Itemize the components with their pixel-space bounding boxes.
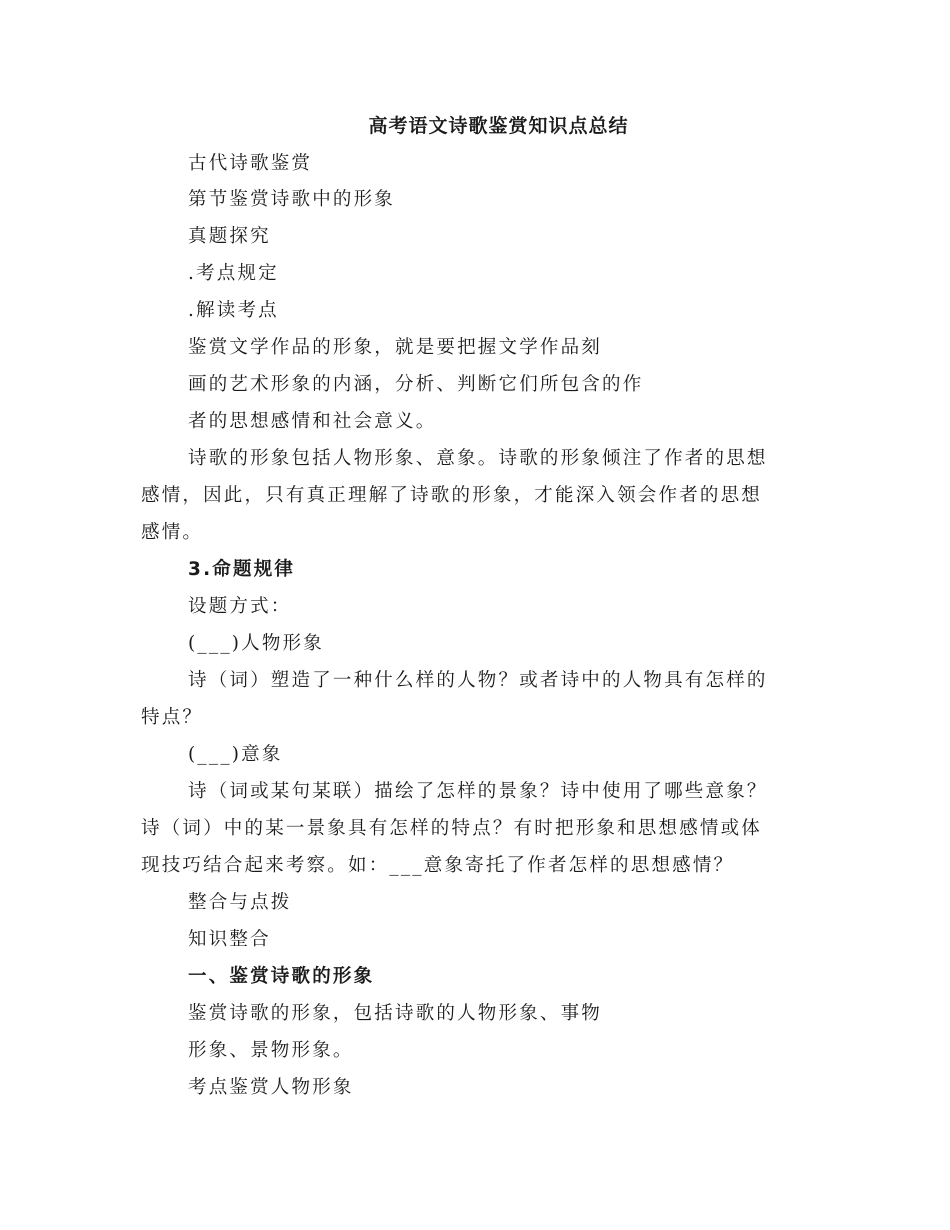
paragraph-line: 现技巧结合起来考察。如：___意象寄托了作者怎样的思想感情？ — [141, 855, 735, 876]
paragraph-line: 感情，因此，只有真正理解了诗歌的形象，才能深入领会作者的思想 — [141, 485, 763, 506]
paragraph-line: 特点？ — [141, 707, 204, 728]
item-exam-requirement: .考点规定 — [188, 263, 279, 284]
section-heading-ancient-poetry: 古代诗歌鉴赏 — [188, 153, 313, 174]
section-heading-appreciating-images: 一、鉴赏诗歌的形象 — [188, 966, 375, 987]
paragraph-line: 诗（词）塑造了一种什么样的人物？或者诗中的人物具有怎样的 — [188, 670, 768, 691]
section-heading-integration: 整合与点拨 — [188, 892, 292, 913]
paragraph-line: 感情。 — [141, 522, 204, 543]
document-title: 高考语文诗歌鉴赏知识点总结 — [368, 115, 629, 137]
paragraph-line: 画的艺术形象的内涵，分析、判断它们所包含的作 — [188, 374, 644, 395]
paragraph-line: 鉴赏文学作品的形象，就是要把握文学作品刻 — [188, 337, 603, 358]
paragraph-line: 形象、景物形象。 — [188, 1040, 354, 1061]
paragraph-line: 诗（词或某句某联）描绘了怎样的景象？诗中使用了哪些意象？ — [188, 781, 768, 802]
section-heading-past-exams: 真题探究 — [188, 226, 271, 247]
item-interpretation: .解读考点 — [188, 300, 279, 321]
section-heading-knowledge: 知识整合 — [188, 929, 271, 950]
paragraph-line: 诗歌的形象包括人物形象、意象。诗歌的形象倾注了作者的思想 — [188, 448, 768, 469]
item-character-image: (___)人物形象 — [188, 633, 324, 654]
item-question-format: 设题方式： — [188, 596, 292, 617]
section-heading-question-patterns: 3.命题规律 — [188, 559, 296, 580]
section-heading-character-images: 考点鉴赏人物形象 — [188, 1077, 354, 1098]
section-heading-imagery: 第节鉴赏诗歌中的形象 — [188, 189, 396, 210]
item-imagery: (___)意象 — [188, 744, 283, 765]
paragraph-line: 鉴赏诗歌的形象，包括诗歌的人物形象、事物 — [188, 1003, 603, 1024]
paragraph-line: 者的思想感情和社会意义。 — [188, 411, 437, 432]
paragraph-line: 诗（词）中的某一景象具有怎样的特点？有时把形象和思想感情或体 — [141, 818, 763, 839]
